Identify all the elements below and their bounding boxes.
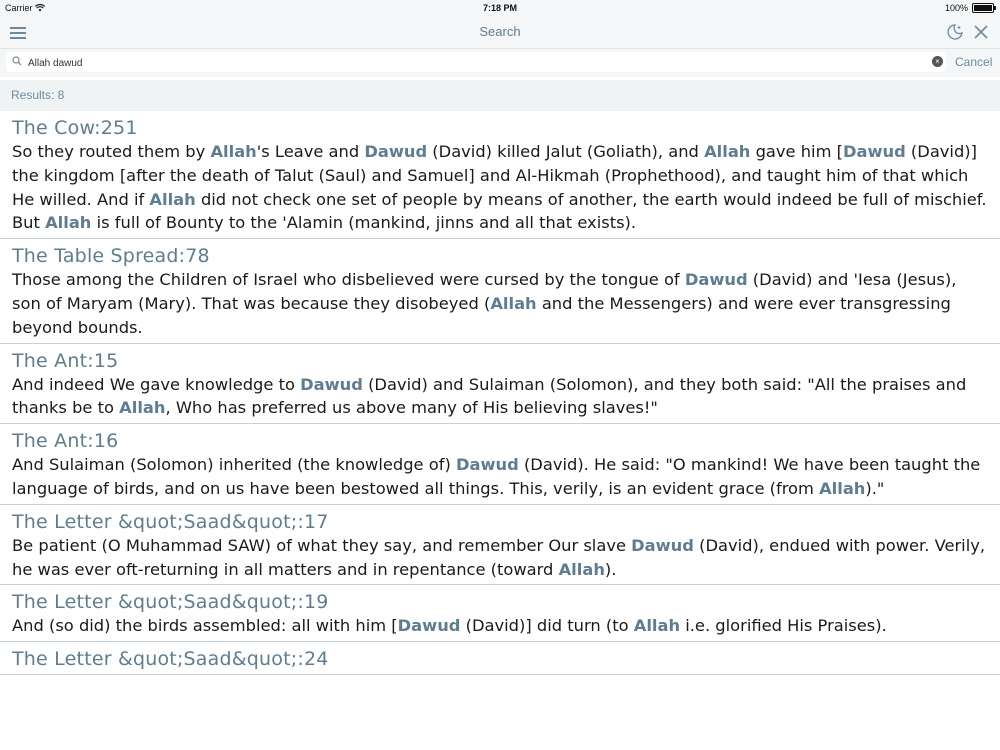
result-verse-text [12,534,988,582]
highlighted-term: Allah [45,213,92,233]
highlighted-term: Allah [210,142,257,161]
verse-segment: (David), endued with power. Verily, he was ever oft-returning in all matters and in repentance (toward [12,535,986,579]
result-reference: The Table Spread:78 [12,245,210,268]
result-item[interactable] [0,642,1000,675]
battery-percent: 100% [944,3,968,13]
highlighted-term: Dawud [631,535,694,555]
result-reference: The Letter &quot;Saad&quot;:19 [12,591,329,614]
verse-segment: Those among the Children of Israel who disbelieved were cursed by the tongue of [12,270,685,290]
cancel-button[interactable]: Cancel [955,55,993,69]
highlighted-term: Allah [149,189,196,209]
battery-icon [972,3,994,13]
highlighted-term: Allah [633,616,681,636]
highlighted-term: Dawud [364,142,428,161]
result-item[interactable] [0,424,1000,505]
verse-segment: ). [604,559,617,579]
verse-segment: did not check one set of people by means of another, the earth would indeed be full of mischief. But [12,189,987,233]
verse-segment: 's Leave and [256,142,365,161]
results-count: Results: 8 [11,88,65,102]
search-input[interactable] [26,54,930,72]
highlighted-term: Allah [490,293,537,313]
verse-segment: and the Messengers) and were ever transgressing beyond bounds. [12,293,951,337]
page-title: Search [479,24,521,39]
result-item[interactable] [0,111,1000,239]
highlighted-term: Allah [704,142,751,161]
highlighted-term: Dawud [397,616,461,636]
result-verse-text [12,268,988,339]
close-icon[interactable] [972,23,990,41]
search-bar [0,49,1000,77]
result-reference: The Cow:251 [12,117,138,139]
result-item[interactable] [0,505,1000,586]
verse-segment: , Who has preferred us above many of His believing slaves!" [165,398,658,418]
result-verse-text [12,373,988,421]
verse-segment: (David) and 'Iesa (Jesus), son of Maryam (Mary). That was because they disobeyed ( [12,270,957,313]
verse-segment: And (so did) the birds assembled: all with him [ [12,616,398,636]
clock: 7:18 PM [482,3,517,13]
verse-segment: Be patient (O Muhammad SAW) of what they say, and remember Our slave [12,535,632,555]
result-reference: The Ant:16 [12,430,119,453]
verse-segment: (David). He said: "O mankind! We have been taught the language of birds, and on us have been bestowed all things. This, verily, is an evident grace (from [12,455,981,498]
verse-segment: i.e. glorified His Praises). [680,616,887,636]
highlighted-term: Allah [558,559,605,579]
battery-status [945,3,994,13]
search-icon [12,56,22,66]
navigation-bar [0,16,1000,49]
clear-search-icon[interactable]: × [932,56,943,67]
results-count-bar [0,80,1000,111]
verse-segment: And indeed We gave knowledge to [12,374,301,394]
search-field[interactable] [6,52,946,72]
result-reference: The Ant:15 [12,349,119,372]
verse-segment: So they routed them by [12,142,211,161]
result-item[interactable] [0,344,1000,425]
verse-segment: (David) and Sulaiman (Solomon), and they both said: "All the praises and thanks be to [12,374,967,418]
verse-segment: (David)] the kingdom [after the death of Talut (Saul) and Samuel] and Al-Hikmah (Prophethood), and taught him of that which He willed. And if [12,142,977,209]
verse-segment: (David)] did turn (to [460,616,634,636]
night-mode-icon[interactable] [946,23,964,41]
results-list [0,111,1000,675]
highlighted-term: Dawud [455,455,519,475]
highlighted-term: Allah [819,478,866,498]
highlighted-term: Allah [119,398,166,418]
verse-segment: )." [865,478,885,498]
verse-segment: (David) killed Jalut (Goliath), and [427,142,705,161]
result-reference: The Letter &quot;Saad&quot;:24 [12,648,329,671]
carrier-text: Carrier [5,3,33,13]
result-item[interactable] [0,585,1000,642]
verse-segment: And Sulaiman (Solomon) inherited (the knowledge of) [12,455,456,475]
result-verse-text [12,614,988,638]
highlighted-term: Dawud [300,374,363,394]
result-verse-text [12,140,988,235]
highlighted-term: Dawud [684,270,748,290]
verse-segment: gave him [ [750,142,843,161]
result-verse-text [12,453,988,501]
highlighted-term: Dawud [842,142,906,161]
result-reference: The Letter &quot;Saad&quot;:17 [12,510,329,533]
status-bar [0,0,1000,16]
result-item[interactable] [0,239,1000,343]
verse-segment: is full of Bounty to the 'Alamin (mankind, jinns and all that exists). [91,213,637,233]
